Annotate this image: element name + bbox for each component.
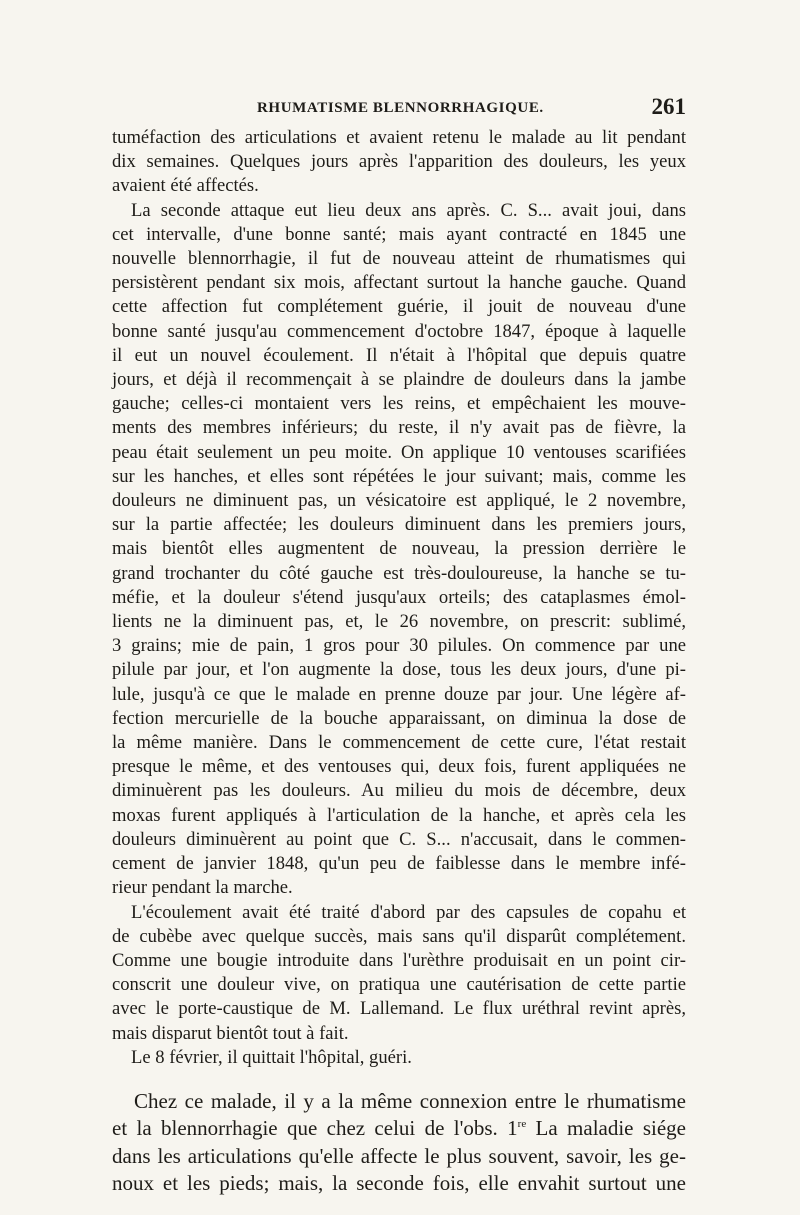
text-line: tuméfaction des articulations et avaient retenu le malade au lit pendant — [112, 127, 686, 148]
closing-line — [112, 1115, 686, 1143]
text-line: cette affection fut complétement guérie, il jouit de nouveau d'une — [112, 296, 686, 318]
text-line: lients ne la diminuent pas, et, le 26 novembre, on prescrit: sublimé, — [112, 611, 686, 633]
text-line: sur la partie affectée; les douleurs diminuent dans les premiers jours, — [112, 514, 686, 536]
text-line: La seconde attaque eut lieu deux ans après. C. S... avait joui, dans — [131, 199, 686, 221]
text-line: mais bientôt elles augmentent de nouveau, la pression derrière le — [112, 538, 686, 560]
text-line: mais disparut bientôt tout à fait. — [112, 1022, 349, 1044]
closing-line-text: et la blennorrhagie que chez celui de l'obs. 1 — [112, 1116, 518, 1141]
text-line: avaient été affectés. — [112, 175, 259, 197]
closing-line-text: La maladie siége — [526, 1116, 687, 1141]
page-header — [112, 96, 686, 126]
text-line: bonne santé jusqu'au commencement d'octobre 1847, époque à laquelle — [112, 320, 686, 342]
text-line: jours, et déjà il recommençait à se plaindre de douleurs dans la jambe — [112, 369, 686, 391]
closing-line: noux et les pieds; mais, la seconde fois, elle envahit surtout une — [112, 1171, 686, 1196]
ordinal-superscript: re — [517, 1118, 527, 1131]
text-line: L'écoulement avait été traité d'abord par des capsules de copahu et — [131, 901, 686, 923]
text-line: nouvelle blennorrhagie, il fut de nouveau atteint de rhumatismes qui — [112, 248, 686, 270]
text-line: ments des membres inférieurs; du reste, il n'y avait pas de fièvre, la — [112, 417, 686, 439]
text-line: dix semaines. Quelques jours après l'apparition des douleurs, les yeux — [112, 151, 686, 173]
text-line: peau était seulement un peu moite. On applique 10 ventouses scarifiées — [112, 441, 686, 463]
paragraph — [112, 199, 686, 901]
paragraph — [112, 1046, 686, 1070]
text-line: cet intervalle, d'une bonne santé; mais ayant contracté en 1845 une — [112, 223, 686, 245]
text-line: Comme une bougie introduite dans l'urèthre produisait en un point cir- — [112, 949, 686, 971]
text-line: Le 8 février, il quittait l'hôpital, guéri. — [131, 1046, 412, 1068]
closing-line: Chez ce malade, il y a la même connexion entre le rhumatisme — [134, 1088, 686, 1113]
text-line: avec le porte-caustique de M. Lallemand. Le flux uréthral revint après, — [112, 998, 686, 1020]
text-line: persistèrent pendant six mois, affectant surtout la hanche gauche. Quand — [112, 272, 686, 294]
text-line: la même manière. Dans le commencement de cette cure, l'état restait — [112, 732, 686, 754]
text-line: sur les hanches, et elles sont répétées le jour suivant; mais, comme les — [112, 465, 686, 487]
text-line: moxas furent appliqués à l'articulation de la hanche, et après cela les — [112, 804, 686, 826]
text-line: diminuèrent pas les douleurs. Au milieu du mois de décembre, deux — [112, 780, 686, 802]
closing-paragraph — [112, 1088, 686, 1198]
text-line: conscrit une douleur vive, on pratiqua une cautérisation de cette partie — [112, 974, 686, 996]
text-line: presque le même, et des ventouses qui, deux fois, furent appliquées ne — [112, 756, 686, 778]
text-line: fection mercurielle de la bouche apparaissant, on diminua la dose de — [112, 707, 686, 729]
book-page — [112, 96, 686, 1198]
paragraph — [112, 126, 686, 199]
text-line: pilule par jour, et l'on augmente la dose, tous les deux jours, d'une pi- — [112, 659, 686, 681]
text-line: douleurs diminuèrent au point que C. S... n'accusait, dans le commen- — [112, 828, 686, 850]
text-line: de cubèbe avec quelque succès, mais sans qu'il disparût complétement. — [112, 925, 686, 947]
text-line: grand trochanter du côté gauche est très-douloureuse, la hanche se tu- — [112, 562, 686, 584]
text-line: 3 grains; mie de pain, 1 gros pour 30 pilules. On commence par une — [112, 635, 686, 657]
running-title: RHUMATISME BLENNORRHAGIQUE. — [257, 100, 544, 116]
page-number: 261 — [651, 94, 686, 119]
closing-line: dans les articulations qu'elle affecte le plus souvent, savoir, les ge- — [112, 1143, 686, 1168]
text-line: rieur pendant la marche. — [112, 877, 293, 899]
text-line: lule, jusqu'à ce que le malade en prenne douze par jour. Une légère af- — [112, 683, 686, 705]
text-line: gauche; celles-ci montaient vers les reins, et empêchaient les mouve- — [112, 393, 686, 415]
text-line: il eut un nouvel écoulement. Il n'était à l'hôpital que depuis quatre — [112, 344, 686, 366]
text-line: cement de janvier 1848, qu'un peu de faiblesse dans le membre infé- — [112, 853, 686, 875]
text-line: méfie, et la douleur s'étend jusqu'aux orteils; des cataplasmes émol- — [112, 586, 686, 608]
paragraph — [112, 901, 686, 1046]
text-line: douleurs ne diminuent pas, un vésicatoire est appliqué, le 2 novembre, — [112, 490, 686, 512]
body-text — [112, 126, 686, 1070]
